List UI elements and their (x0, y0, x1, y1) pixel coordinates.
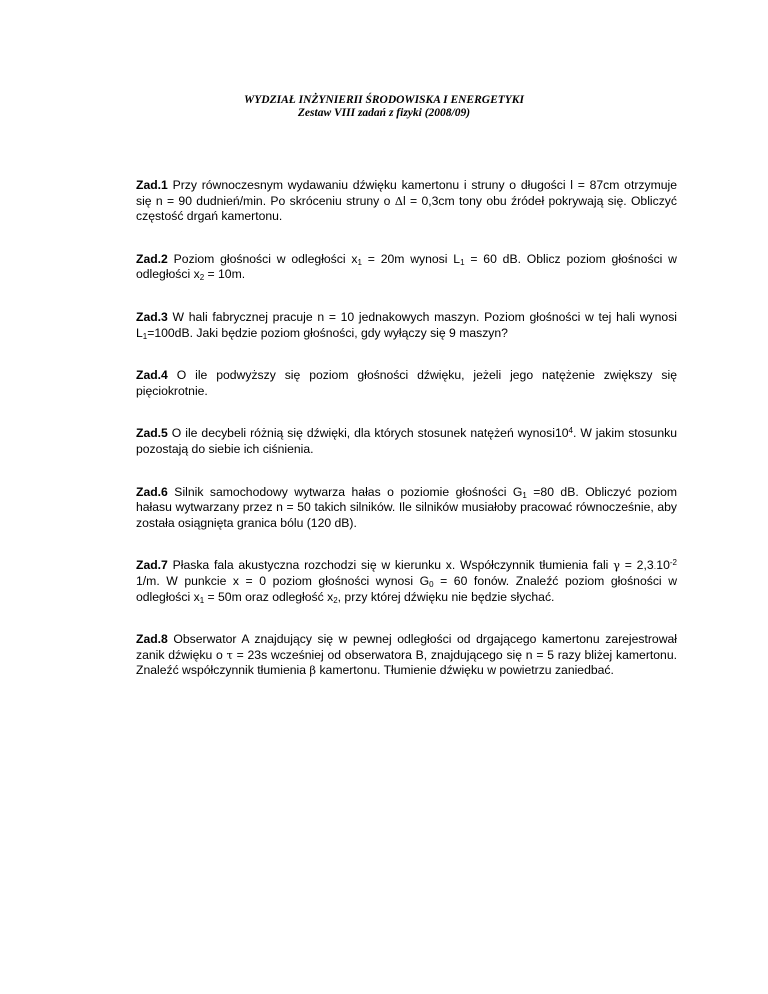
problem-text: = 60 dB. Oblicz poziom głośności w odległości x (136, 251, 677, 282)
problem-text: =80 dB. Obliczyć poziom hałasu wytwarzany przez n = 50 takich silników. Ile silników musiałoby pracować równocześnie, aby została osiągnięta granica bólu (120 dB). (136, 484, 677, 530)
problem-text: Płaska fala akustyczna rozchodzi się w kierunku x. Współczynnik tłumienia fali (167, 558, 614, 573)
set-title: Zestaw VIII zadań z fizyki (2008/09) (297, 107, 471, 119)
problem-text: 10 (656, 558, 670, 573)
problem-text: Obserwator A znajdujący się w pewnej odległości od drgającego kamertonu zarejestrował zanik dźwięku o (136, 632, 677, 662)
problem-text: kamertonu. Tłumienie dźwięku w powietrzu zaniedbać. (316, 663, 614, 678)
problem-7 (136, 558, 677, 605)
problem-label: Zad.5 (136, 426, 168, 441)
delta-symbol: Δ (394, 193, 404, 208)
problem-label: Zad.2 (136, 251, 168, 266)
problem-text: 1/m. W punkcie x = 0 poziom głośności wynosi G (136, 573, 430, 588)
subscript: 0 (429, 579, 434, 589)
problem-label: Zad.4 (136, 368, 168, 383)
problem-5 (136, 426, 677, 457)
superscript: -2 (669, 558, 677, 568)
problem-text: l = 0,3cm tony obu źródeł pokrywają się. Obliczyć częstość drgań kamertonu. (136, 193, 677, 224)
problem-label: Zad.1 (136, 178, 168, 192)
problem-label: Zad.6 (136, 484, 168, 499)
problem-text: . W jakim stosunku pozostają do siebie ich ciśnienia. (136, 426, 677, 456)
subscript: 2 (199, 273, 205, 283)
tau-symbol: τ (226, 647, 233, 662)
problem-text: = 20m wynosi L (361, 251, 461, 266)
problem-text: =100dB. Jaki będzie poziom głośności, gdy wyłączy się 9 maszyn? (147, 325, 508, 340)
problem-label: Zad.3 (136, 309, 168, 324)
problem-8 (136, 632, 677, 679)
problem-text: , przy której dźwięku nie będzie słychać. (337, 589, 555, 604)
problem-4 (136, 368, 677, 399)
subscript: 1 (357, 257, 362, 267)
beta-symbol: β (309, 663, 317, 678)
subscript: 1 (460, 257, 465, 267)
subscript: 1 (142, 331, 148, 341)
problem-text: = 2,3 (620, 558, 654, 573)
problem-text: = 60 fonów. Znaleźć poziom głośności w odległości x (136, 573, 677, 604)
problem-text: O ile decybeli różnią się dźwięki, dla których stosunek natężeń wynosi10 (167, 426, 569, 441)
faculty-title: WYDZIAŁ INŻYNIERII ŚRODOWISKA I ENERGETYKI (244, 94, 524, 106)
multiply-dot: · (653, 564, 657, 574)
problem-label: Zad.8 (136, 632, 168, 647)
document-header (0, 94, 768, 120)
problem-text: = 50m oraz odległość x (204, 589, 334, 604)
problem-text: Przy równoczesnym wydawaniu dźwięku kamertonu i struny o długości l = 87cm otrzymuje się n = 90 dudnień/min. Po skróceniu struny o (136, 178, 677, 208)
problem-2 (136, 252, 677, 283)
problem-1 (136, 178, 677, 225)
superscript: 4 (568, 426, 573, 436)
problem-list (136, 178, 677, 679)
problem-text: Silnik samochodowy wytwarza hałas o poziomie głośności G (167, 484, 523, 499)
problem-3 (136, 310, 677, 341)
problem-text: O ile podwyższy się poziom głośności dźwięku, jeżeli jego natężenie zwiększy się pięciokrotnie. (136, 368, 677, 398)
subscript: 1 (199, 595, 205, 605)
problem-6 (136, 485, 677, 532)
problem-text: = 23s wcześniej od obserwatora B, znajdującego się n = 5 razy bliżej kamertonu. Znaleźć współczynnik tłumienia (136, 647, 677, 678)
subscript: 1 (522, 490, 527, 500)
problem-text: W hali fabrycznej pracuje n = 10 jednakowych maszyn. Poziom głośności w tej hali wynosi L (136, 309, 677, 340)
subscript: 2 (333, 595, 338, 605)
problem-label: Zad.7 (136, 558, 168, 573)
gamma-symbol: γ (613, 558, 621, 573)
problem-text: Poziom głośności w odległości x (167, 251, 358, 266)
problem-text: = 10m. (204, 267, 246, 282)
